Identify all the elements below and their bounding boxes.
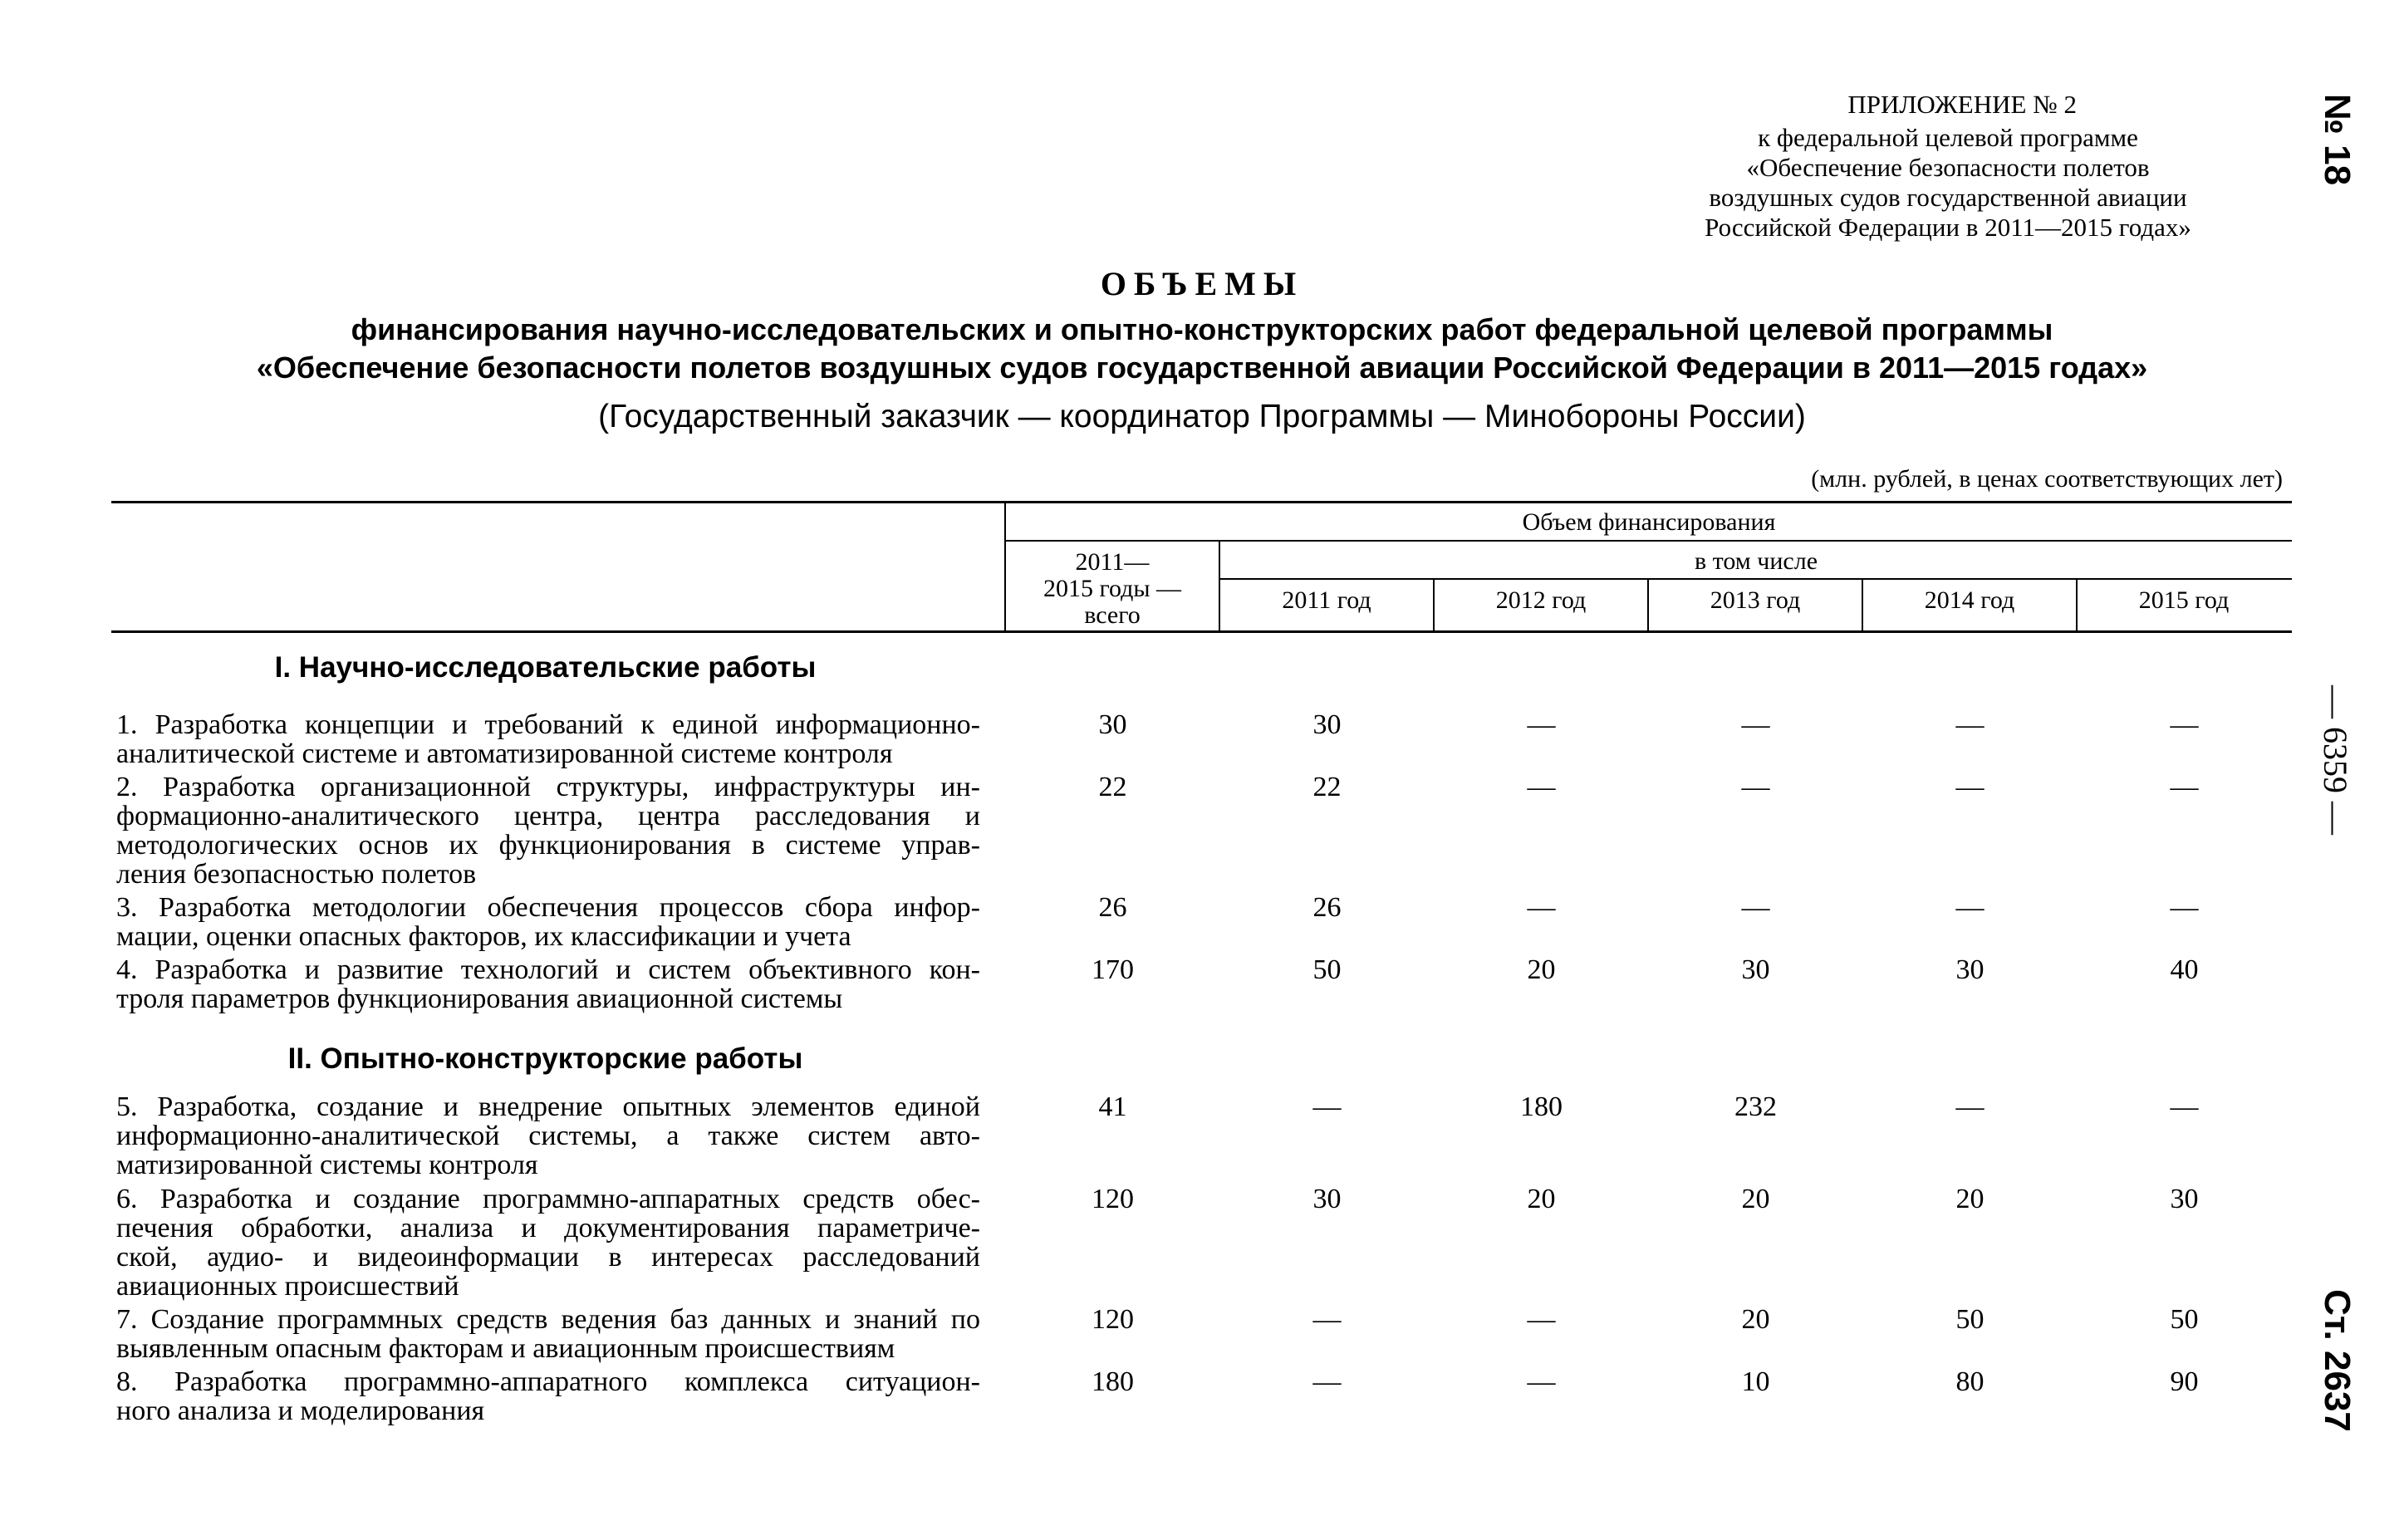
- cell-2015: 30: [2170, 1184, 2199, 1214]
- cell-2014: —: [1955, 892, 1985, 923]
- header-rule-including: [1219, 578, 2292, 580]
- cell-2015: —: [2170, 1091, 2199, 1122]
- row-line: 8. Разработка программно-аппаратного комплекса ситуацион-: [116, 1366, 980, 1397]
- appendix-line: воздушных судов государственной авиации: [1709, 183, 2187, 212]
- row-line: формационно-аналитического центра, центра расследования и: [116, 801, 980, 831]
- row-line: печения обработки, анализа и документирования параметриче-: [116, 1213, 980, 1243]
- header-year-2013: 2013 год: [1710, 586, 1801, 614]
- cell-2011: 30: [1312, 1184, 1342, 1214]
- cell-2015: 50: [2170, 1304, 2199, 1335]
- row-line: 5. Разработка, создание и внедрение опытных элементов единой: [116, 1091, 980, 1122]
- cell-2013: 10: [1741, 1366, 1770, 1397]
- header-total-line: 2015 годы —: [1043, 575, 1182, 602]
- cell-2014: 50: [1955, 1304, 1985, 1335]
- cell-2014: 80: [1955, 1366, 1985, 1397]
- cell-2011: 26: [1312, 892, 1342, 923]
- cell-2014: 30: [1955, 954, 1985, 985]
- cell-2011: —: [1312, 1091, 1342, 1122]
- header-total-line: всего: [1084, 601, 1141, 629]
- appendix-line: «Обеспечение безопасности полетов: [1746, 153, 2150, 182]
- cell-2015: —: [2170, 892, 2199, 923]
- row-line: 1. Разработка концепции и требований к единой информационно-: [116, 709, 980, 740]
- cell-2012: —: [1527, 892, 1556, 923]
- cell-2013: 20: [1741, 1304, 1770, 1335]
- row-line: информационно-аналитической системы, а также систем авто-: [116, 1121, 980, 1151]
- subtitle-line-1: финансирования научно-исследовательских и опытно-конструкторских работ федеральной целевой программы: [351, 312, 2053, 346]
- cell-2011: 50: [1312, 954, 1342, 985]
- article-number: Ст. 2637: [2317, 1289, 2357, 1432]
- row-description: [116, 710, 980, 768]
- issue-number: № 18: [2317, 93, 2357, 186]
- cell-2012: —: [1527, 709, 1556, 740]
- row-line: 4. Разработка и развитие технологий и систем объективного кон-: [116, 954, 980, 985]
- units-note: (млн. рублей, в ценах соответствующих лет): [1811, 465, 2283, 493]
- cell-total: 180: [1092, 1366, 1134, 1397]
- section-title: I. Научно-исследовательские работы: [274, 651, 817, 684]
- header-including: в том числе: [1694, 547, 1818, 575]
- cell-2012: 20: [1527, 954, 1556, 985]
- row-line: мации, оценки опасных факторов, их классификации и учета: [116, 921, 851, 952]
- appendix-line: Российской Федерации в 2011—2015 годах»: [1705, 213, 2191, 242]
- cell-total: 41: [1098, 1091, 1127, 1122]
- row-line: методологических основ их функционирования в системе управ-: [116, 830, 980, 861]
- appendix-line: к федеральной целевой программе: [1758, 123, 2138, 152]
- cell-2011: 22: [1312, 772, 1342, 802]
- cell-2011: 30: [1312, 709, 1342, 740]
- row-description: [116, 772, 980, 889]
- cell-2012: —: [1527, 772, 1556, 802]
- cell-2015: 90: [2170, 1366, 2199, 1397]
- row-description: [116, 1305, 980, 1363]
- cell-total: 26: [1098, 892, 1127, 923]
- cell-total: 30: [1098, 709, 1127, 740]
- row-line: матизированной системы контроля: [116, 1150, 538, 1180]
- cell-2013: —: [1741, 709, 1770, 740]
- cell-2012: —: [1527, 1366, 1556, 1397]
- row-line: 6. Разработка и создание программно-аппаратных средств обес-: [116, 1184, 980, 1214]
- cell-2011: —: [1312, 1304, 1342, 1335]
- table-top-rule: [111, 501, 2292, 503]
- cell-2014: —: [1955, 1091, 1985, 1122]
- row-line: 3. Разработка методологии обеспечения процессов сбора инфор-: [116, 892, 980, 923]
- row-line: 2. Разработка организационной структуры, инфраструктуры ин-: [116, 772, 980, 802]
- page-number: — 6359 —: [2317, 685, 2354, 835]
- row-line: аналитической системе и автоматизированной системе контроля: [116, 738, 893, 769]
- row-description: [116, 1367, 980, 1425]
- document-title: ОБЪЕМЫ: [1100, 265, 1304, 302]
- cell-total: 120: [1092, 1304, 1134, 1335]
- cell-2012: 20: [1527, 1184, 1556, 1214]
- row-description: [116, 955, 980, 1013]
- cell-2015: —: [2170, 709, 2199, 740]
- cell-2015: —: [2170, 772, 2199, 802]
- cell-total: 22: [1098, 772, 1127, 802]
- header-bottom-rule: [111, 630, 2292, 633]
- header-rule-financing: [1005, 540, 2292, 542]
- row-description: [116, 1184, 980, 1301]
- cell-2013: —: [1741, 892, 1770, 923]
- row-description: [116, 893, 980, 951]
- cell-total: 170: [1092, 954, 1134, 985]
- cell-2014: 20: [1955, 1184, 1985, 1214]
- header-year-2012: 2012 год: [1495, 586, 1587, 614]
- cell-2014: —: [1955, 709, 1985, 740]
- header-year-2011: 2011 год: [1282, 586, 1371, 614]
- appendix-block: [1628, 90, 2268, 243]
- cell-total: 120: [1092, 1184, 1134, 1214]
- row-line: авиационных происшествий: [116, 1271, 459, 1302]
- cell-2013: 232: [1734, 1091, 1777, 1122]
- row-description: [116, 1092, 980, 1180]
- cell-2013: —: [1741, 772, 1770, 802]
- header-total-line: 2011—: [1075, 548, 1150, 576]
- cell-2012: —: [1527, 1304, 1556, 1335]
- header-year-2014: 2014 год: [1924, 586, 2015, 614]
- cell-2011: —: [1312, 1366, 1342, 1397]
- row-line: троля параметров функционирования авиационной системы: [116, 983, 843, 1014]
- header-financing: Объем финансирования: [1522, 508, 1776, 536]
- header-year-2015: 2015 год: [2138, 586, 2230, 614]
- cell-2013: 20: [1741, 1184, 1770, 1214]
- row-line: 7. Создание программных средств ведения баз данных и знаний по: [116, 1304, 980, 1335]
- section-title: II. Опытно-конструкторские работы: [287, 1042, 803, 1075]
- cell-2015: 40: [2170, 954, 2199, 985]
- subtitle-line-2: «Обеспечение безопасности полетов воздушных судов государственной авиации Российской Федерации в 2011—2015 годах»: [256, 351, 2148, 385]
- row-line: ления безопасностью полетов: [116, 859, 477, 890]
- row-line: ской, аудио- и видеоинформации в интересах расследований: [116, 1242, 980, 1273]
- appendix-heading: ПРИЛОЖЕНИЕ № 2: [1847, 90, 2077, 119]
- row-line: ного анализа и моделирования: [116, 1395, 485, 1426]
- cell-2013: 30: [1741, 954, 1770, 985]
- row-line: выявленным опасным факторам и авиационным происшествиям: [116, 1333, 895, 1364]
- cell-2012: 180: [1520, 1091, 1563, 1122]
- cell-2014: —: [1955, 772, 1985, 802]
- state-customer: (Государственный заказчик — координатор Программы — Минобороны России): [598, 399, 1806, 434]
